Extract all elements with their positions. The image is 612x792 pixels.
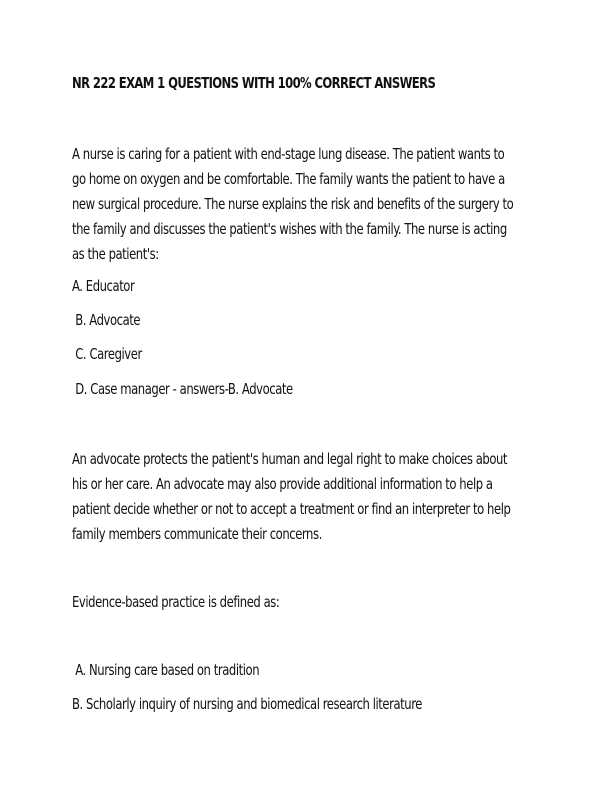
question-2-stem: Evidence-based practice is defined as: xyxy=(72,593,280,611)
question-1-option-d-answer: D. Case manager - answers-B. Advocate xyxy=(72,380,293,398)
question-1-option-b: B. Advocate xyxy=(72,311,141,329)
question-1-stem: A nurse is caring for a patient with end-stage lung disease. The patient wants to go home on oxygen and be comfortable. The family wants the patient to have a new surgical procedure. The nurse explains the risk and benefits of the surgery to the family and discusses the patient's wishes with the family. The nurse is acting as the patient's: xyxy=(72,145,514,263)
question-1-rationale: An advocate protects the patient's human and legal right to make choices about his or her care. An advocate may also provide additional information to help a patient decide whether or not to accept a treatment or find an interpreter to help family members communicate their concerns. xyxy=(72,450,511,543)
question-2-option-a: A. Nursing care based on tradition xyxy=(72,661,260,679)
question-1-option-a: A. Educator xyxy=(72,277,135,295)
document-title: NR 222 EXAM 1 QUESTIONS WITH 100% CORRECT ANSWERS xyxy=(72,74,436,92)
question-2-option-b: B. Scholarly inquiry of nursing and biomedical research literature xyxy=(72,695,422,713)
question-1-option-c: C. Caregiver xyxy=(72,345,142,363)
